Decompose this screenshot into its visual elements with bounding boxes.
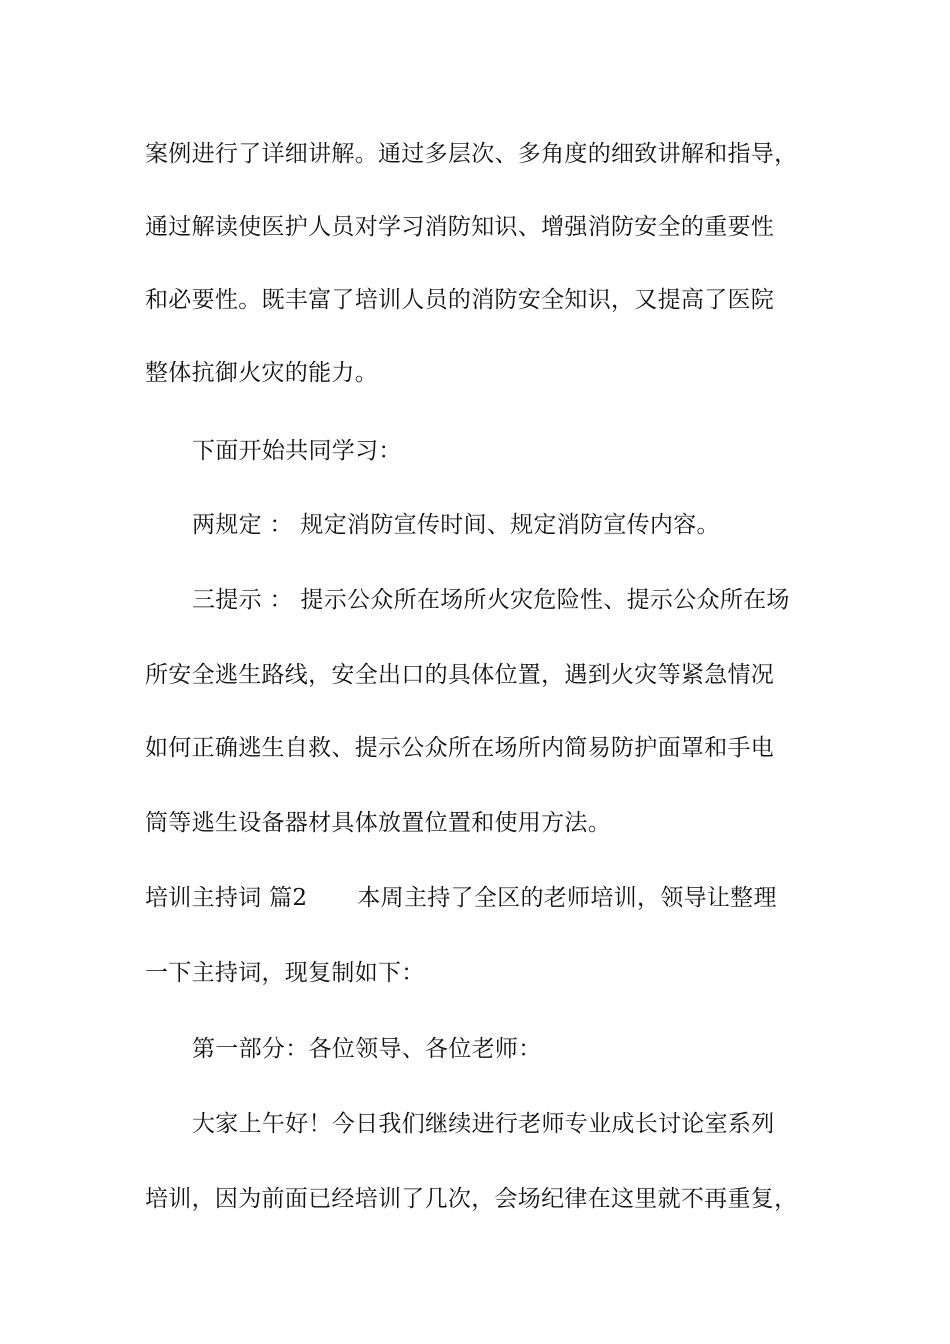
paragraph-line: 案例进行了详细讲解。通过多层次、多角度的细致讲解和指导， <box>145 141 798 167</box>
paragraph-line: 第一部分：各位领导、各位老师： <box>192 1036 542 1062</box>
section-heading-line <box>145 883 825 913</box>
section-heading-title: 培训主持词 篇2 <box>145 885 308 911</box>
paragraph-line: 如何正确逃生自救、提示公众所在场所内简易防护面罩和手电 <box>145 735 775 761</box>
paragraph-line: 大家上午好！今日我们继续进行老师专业成长讨论室系列 <box>192 1111 775 1137</box>
paragraph-line: 下面开始共同学习： <box>192 438 402 464</box>
paragraph-line: 培训，因为前面已经培训了几次，会场纪律在这里就不再重复， <box>145 1186 798 1212</box>
paragraph-line: 筒等逃生设备器材具体放置位置和使用方法。 <box>145 810 611 836</box>
paragraph-line: 一下主持词，现复制如下： <box>145 960 425 986</box>
paragraph-line: 三提示 ： 提示公众所在场所火灾危险性、提示公众所在场 <box>192 587 790 613</box>
paragraph-line: 所安全逃生路线，安全出口的具体位置，遇到火灾等紧急情况 <box>145 662 775 688</box>
paragraph-line: 整体抗御火灾的能力。 <box>145 360 378 386</box>
paragraph-line: 和必要性。既丰富了培训人员的消防安全知识，又提高了医院 <box>145 287 775 313</box>
paragraph-line: 通过解读使医护人员对学习消防知识、增强消防安全的重要性 <box>145 214 775 240</box>
paragraph-line: 两规定 ： 规定消防宣传时间、规定消防宣传内容。 <box>192 512 720 538</box>
section-heading-text: 本周主持了全区的老师培训，领导让整理 <box>357 885 777 911</box>
